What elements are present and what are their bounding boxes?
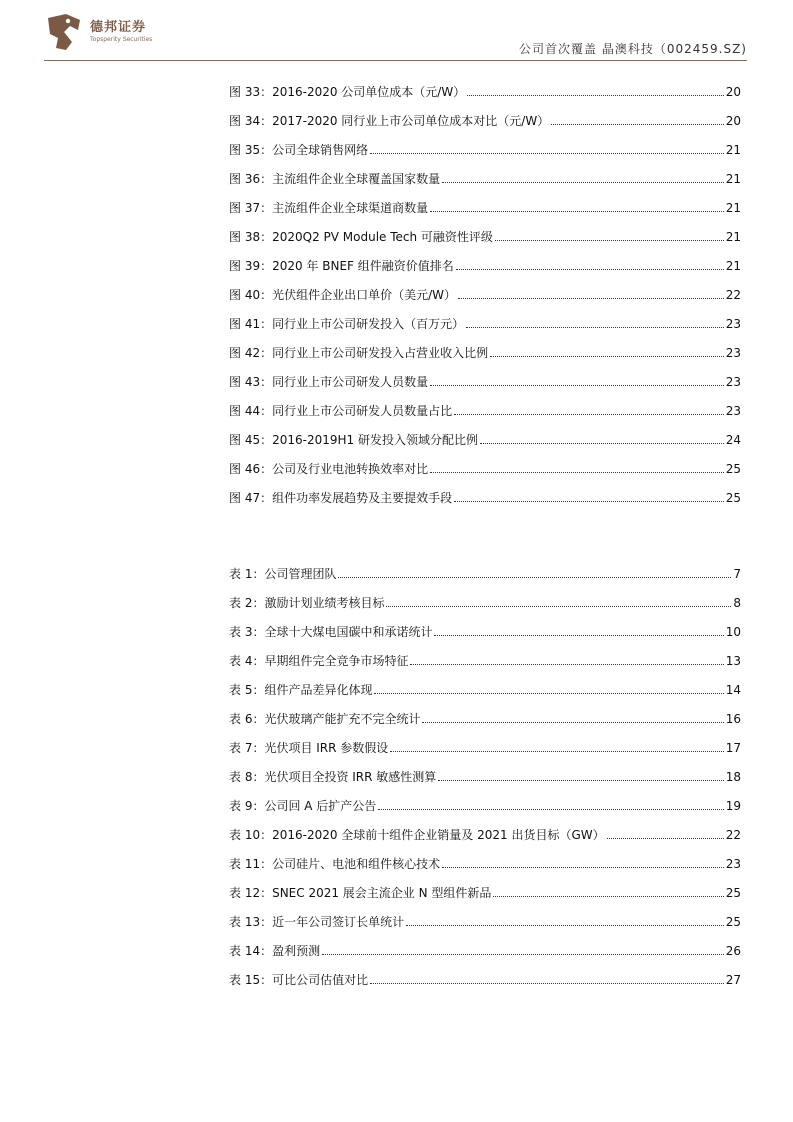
- table-entry[interactable]: [229, 813, 741, 842]
- dot-leader: [430, 385, 724, 386]
- table-entry[interactable]: [229, 784, 741, 813]
- table-list: [229, 552, 741, 987]
- figure-entry-page: 22: [725, 288, 741, 302]
- table-entry-label: 表 3：全球十大煤电国碳中和承诺统计: [229, 625, 433, 639]
- table-entry[interactable]: [229, 610, 741, 639]
- figure-entry-label: 图 40：光伏组件企业出口单价（美元/W）: [229, 288, 456, 302]
- figure-entry-label: 图 43：同行业上市公司研发人员数量: [229, 375, 429, 389]
- figure-entry-page: 23: [725, 317, 741, 331]
- dot-leader: [495, 240, 724, 241]
- report-title: 公司首次覆盖 晶澳科技（002459.SZ): [519, 42, 747, 56]
- figure-entry-page: 23: [725, 404, 741, 418]
- figure-entry-label: 图 38：2020Q2 PV Module Tech 可融资性评级: [229, 230, 493, 244]
- figure-list: [229, 70, 741, 505]
- figure-entry-label: 图 45：2016-2019H1 研发投入领域分配比例: [229, 433, 478, 447]
- figure-entry[interactable]: [229, 215, 741, 244]
- table-entry-label: 表 2：激励计划业绩考核目标: [229, 596, 385, 610]
- dot-leader: [378, 809, 723, 810]
- figure-entry-label: 图 44：同行业上市公司研发人员数量占比: [229, 404, 453, 418]
- table-entry-page: 10: [725, 625, 741, 639]
- figure-entry[interactable]: [229, 389, 741, 418]
- table-entry-page: 25: [725, 886, 741, 900]
- table-entry-label: 表 15：可比公司估值对比: [229, 973, 369, 987]
- figure-entry[interactable]: [229, 302, 741, 331]
- table-entry[interactable]: [229, 842, 741, 871]
- dot-leader: [390, 751, 723, 752]
- table-entry[interactable]: [229, 581, 741, 610]
- dot-leader: [480, 443, 724, 444]
- figure-entry-page: 21: [725, 172, 741, 186]
- table-entry-page: 17: [725, 741, 741, 755]
- dot-leader: [434, 635, 723, 636]
- table-entry-page: 16: [725, 712, 741, 726]
- figure-entry[interactable]: [229, 157, 741, 186]
- table-entry-label: 表 13：近一年公司签订长单统计: [229, 915, 405, 929]
- dot-leader: [410, 664, 723, 665]
- table-entry-label: 表 11：公司硅片、电池和组件核心技术: [229, 857, 441, 871]
- table-entry-page: 26: [725, 944, 741, 958]
- table-entry-page: 13: [725, 654, 741, 668]
- figure-entry[interactable]: [229, 70, 741, 99]
- table-entry[interactable]: [229, 755, 741, 784]
- figure-entry[interactable]: [229, 128, 741, 157]
- dot-leader: [467, 95, 724, 96]
- figure-entry-page: 20: [725, 114, 741, 128]
- dot-leader: [454, 501, 724, 502]
- table-entry[interactable]: [229, 958, 741, 987]
- figure-entry-page: 25: [725, 462, 741, 476]
- table-entry-label: 表 4：早期组件完全竞争市场特征: [229, 654, 409, 668]
- company-logo: [44, 12, 184, 54]
- figure-entry-page: 21: [725, 143, 741, 157]
- table-entry[interactable]: [229, 871, 741, 900]
- dot-leader: [386, 606, 731, 607]
- table-entry-page: 23: [725, 857, 741, 871]
- dot-leader: [370, 153, 724, 154]
- dot-leader: [406, 925, 724, 926]
- dot-leader: [458, 298, 724, 299]
- dot-leader: [430, 472, 724, 473]
- figure-entry-label: 图 41：同行业上市公司研发投入（百万元）: [229, 317, 465, 331]
- table-entry-page: 22: [725, 828, 741, 842]
- figure-entry[interactable]: [229, 360, 741, 389]
- table-entry[interactable]: [229, 929, 741, 958]
- figure-entry-label: 图 47：组件功率发展趋势及主要提效手段: [229, 491, 453, 505]
- dot-leader: [442, 867, 724, 868]
- table-entry[interactable]: [229, 552, 741, 581]
- dot-leader: [370, 983, 724, 984]
- table-entry-page: 27: [725, 973, 741, 987]
- figure-entry[interactable]: [229, 273, 741, 302]
- dot-leader: [422, 722, 723, 723]
- figure-entry-page: 21: [725, 259, 741, 273]
- figure-entry[interactable]: [229, 331, 741, 360]
- figure-entry-page: 21: [725, 201, 741, 215]
- figure-entry-page: 23: [725, 346, 741, 360]
- table-entry[interactable]: [229, 697, 741, 726]
- figure-entry-label: 图 35：公司全球销售网络: [229, 143, 369, 157]
- dot-leader: [442, 182, 724, 183]
- figure-entry[interactable]: [229, 99, 741, 128]
- dot-leader: [374, 693, 723, 694]
- table-entry-label: 表 5：组件产品差异化体现: [229, 683, 373, 697]
- figure-entry-label: 图 37：主流组件企业全球渠道商数量: [229, 201, 429, 215]
- table-entry[interactable]: [229, 726, 741, 755]
- dot-leader: [456, 269, 724, 270]
- table-entry[interactable]: [229, 639, 741, 668]
- dragon-logo-icon: [44, 12, 84, 52]
- table-entry-label: 表 10：2016-2020 全球前十组件企业销量及 2021 出货目标（GW）: [229, 828, 605, 842]
- table-entry-page: 8: [733, 596, 741, 610]
- logo-company-name: 德邦证券: [90, 20, 147, 35]
- table-entry-label: 表 12：SNEC 2021 展会主流企业 N 型组件新品: [229, 886, 492, 900]
- table-entry-label: 表 9：公司回 A 后扩产公告: [229, 799, 377, 813]
- dot-leader: [322, 954, 724, 955]
- dot-leader: [607, 838, 724, 839]
- dot-leader: [490, 356, 724, 357]
- table-entry[interactable]: [229, 668, 741, 697]
- figure-entry-page: 23: [725, 375, 741, 389]
- figure-entry-page: 24: [725, 433, 741, 447]
- table-entry-label: 表 8：光伏项目全投资 IRR 敏感性测算: [229, 770, 437, 784]
- figure-entry-label: 图 36：主流组件企业全球覆盖国家数量: [229, 172, 441, 186]
- table-entry-label: 表 7：光伏项目 IRR 参数假设: [229, 741, 389, 755]
- figure-entry-page: 21: [725, 230, 741, 244]
- table-entry-label: 表 1：公司管理团队: [229, 567, 337, 581]
- table-entry-label: 表 6：光伏玻璃产能扩充不完全统计: [229, 712, 421, 726]
- table-entry-page: 25: [725, 915, 741, 929]
- dot-leader: [454, 414, 724, 415]
- dot-leader: [430, 211, 724, 212]
- dot-leader: [551, 124, 724, 125]
- table-entry-page: 14: [725, 683, 741, 697]
- figure-entry-label: 图 39：2020 年 BNEF 组件融资价值排名: [229, 259, 454, 273]
- table-entry-label: 表 14：盈利预测: [229, 944, 321, 958]
- table-entry[interactable]: [229, 900, 741, 929]
- figure-entry[interactable]: [229, 418, 741, 447]
- header-divider: [44, 60, 747, 61]
- figure-entry[interactable]: [229, 186, 741, 215]
- figure-entry-label: 图 34：2017-2020 同行业上市公司单位成本对比（元/W）: [229, 114, 550, 128]
- logo-company-name-en: Topsperity Securities: [90, 36, 153, 43]
- table-entry-page: 19: [725, 799, 741, 813]
- figure-entry[interactable]: [229, 447, 741, 476]
- figure-entry[interactable]: [229, 244, 741, 273]
- table-entry-page: 7: [733, 567, 741, 581]
- figure-entry-label: 图 42：同行业上市公司研发投入占营业收入比例: [229, 346, 489, 360]
- figure-entry-page: 25: [725, 491, 741, 505]
- dot-leader: [338, 577, 731, 578]
- figure-entry-label: 图 46：公司及行业电池转换效率对比: [229, 462, 429, 476]
- figure-entry-label: 图 33：2016-2020 公司单位成本（元/W）: [229, 85, 466, 99]
- figure-entry[interactable]: [229, 476, 741, 505]
- dot-leader: [493, 896, 723, 897]
- figure-entry-page: 20: [725, 85, 741, 99]
- dot-leader: [466, 327, 724, 328]
- table-entry-page: 18: [725, 770, 741, 784]
- dot-leader: [438, 780, 723, 781]
